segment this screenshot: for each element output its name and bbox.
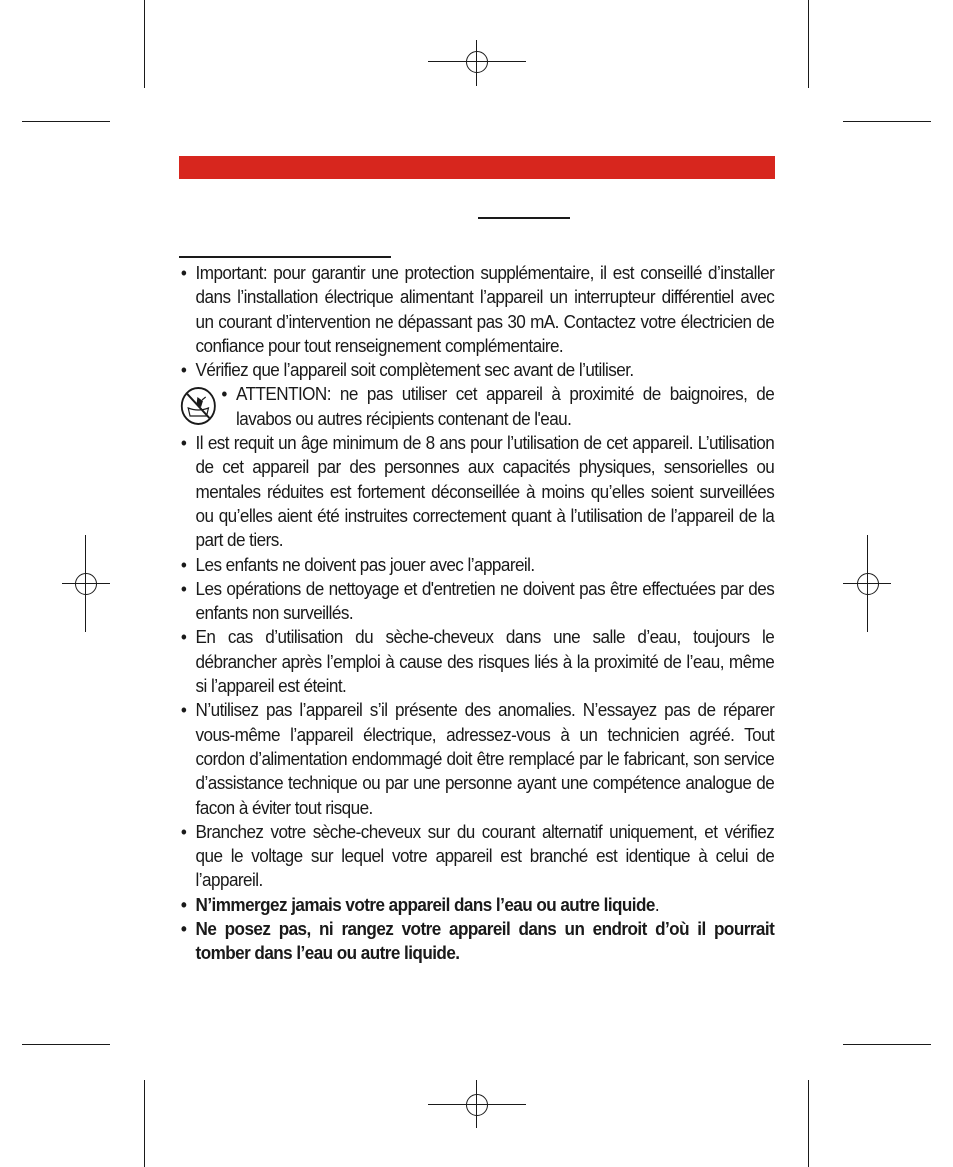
crop-mark	[144, 0, 145, 88]
crop-mark	[22, 121, 110, 122]
instruction-item: • N’utilisez pas l’appareil s’il présente des anomalies. N’essayez pas de réparer vous-même l’appareil électrique, adressez-vous à un technicien agréé. Tout cordon d’alimentation endommagé doit être remplacé par le fabricant, son service d’assistance technique ou par une personne ayant une compétence analogue de facon à éviter tout risque.	[179, 698, 774, 819]
safety-instructions	[179, 261, 774, 966]
instruction-item: • Les enfants ne doivent pas jouer avec l’appareil.	[179, 553, 774, 577]
header-banner	[179, 156, 775, 179]
no-water-bath-warning-icon	[179, 385, 218, 427]
instruction-item-warning: • ATTENTION: ne pas utiliser cet appareil à proximité de baignoires, de lavabos ou autres récipients contenant de l'eau.	[179, 382, 774, 431]
instruction-item: • Branchez votre sèche-cheveux sur du courant alternatif uniquement, et vérifiez que le voltage sur lequel votre appareil est branché est identique à celui de l’appareil.	[179, 820, 774, 893]
instruction-item: • Les opérations de nettoyage et d'entretien ne doivent pas être effectuées par des enfants non surveillés.	[179, 577, 774, 626]
instruction-item: • En cas d’utilisation du sèche-cheveux dans une salle d’eau, toujours le débrancher après l’emploi à cause des risques liés à la proximité de l’eau, même si l’appareil est éteint.	[179, 625, 774, 698]
instruction-item: • Important: pour garantir une protection supplémentaire, il est conseillé d’installer dans l’installation électrique alimentant l’appareil un interrupteur différentiel avec un courant d’intervention ne dépassant pas 30 mA. Contactez votre électricien de confiance pour tout renseignement complémentaire.	[179, 261, 774, 358]
instruction-item: • Il est requit un âge minimum de 8 ans pour l’utilisation de cet appareil. L’utilisation de cet appareil par des personnes aux capacités physiques, sensorielles ou mentales réduites est fortement déconseillée à moins qu’elles soient surveillées ou qu’elles aient été instruites correctement quant à l’utilisation de l’appareil de la part de tiers.	[179, 431, 774, 552]
crop-mark	[144, 1080, 145, 1167]
title-rule	[478, 217, 570, 219]
instruction-item-bold: • Ne posez pas, ni rangez votre appareil dans un endroit d’où il pourrait tomber dans l’eau ou autre liquide.	[179, 917, 774, 966]
section-rule	[179, 256, 391, 258]
crop-mark	[22, 1044, 110, 1045]
instruction-item: • Vérifiez que l’appareil soit complètement sec avant de l’utiliser.	[179, 358, 774, 382]
crop-mark	[843, 1044, 931, 1045]
crop-mark	[808, 1080, 809, 1167]
instruction-item-bold: • N’immergez jamais votre appareil dans l’eau ou autre liquide.	[179, 893, 774, 917]
crop-mark	[808, 0, 809, 88]
crop-mark	[843, 121, 931, 122]
